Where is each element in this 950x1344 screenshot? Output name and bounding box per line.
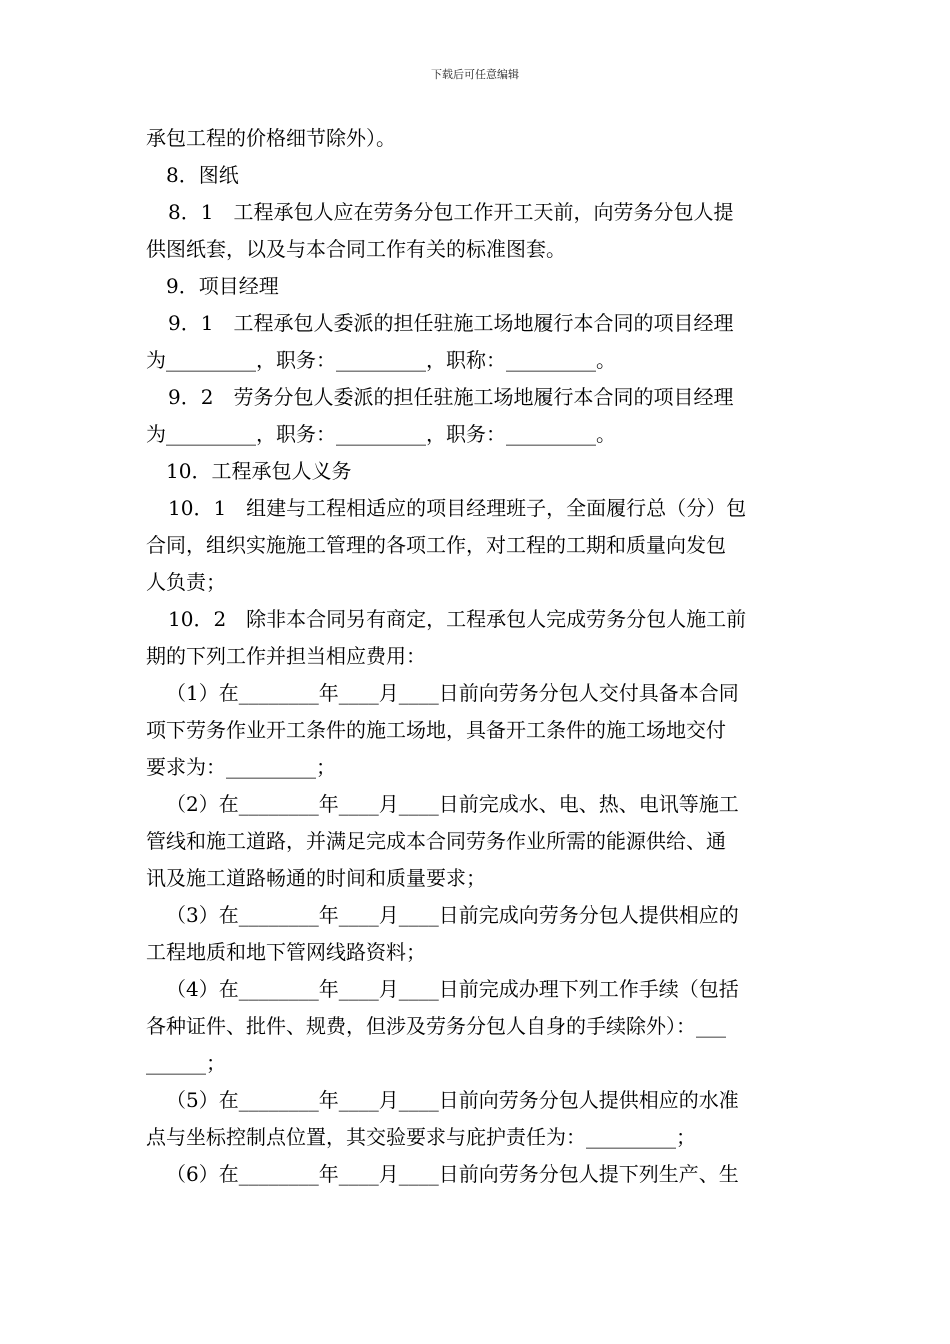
document-line: 9．2 劳务分包人委派的担任驻施工场地履行本合同的项目经理 xyxy=(168,385,734,409)
document-line: 人负责； xyxy=(146,570,226,594)
document-line: 期的下列工作并担当相应费用： xyxy=(146,644,426,668)
document-body xyxy=(146,120,810,1193)
document-line: （6）在________年____月____日前向劳务分包人提下列生产、生 xyxy=(166,1162,739,1186)
document-line: 讯及施工道路畅通的时间和质量要求； xyxy=(146,866,486,890)
document-line: （5）在________年____月____日前向劳务分包人提供相应的水准 xyxy=(166,1088,739,1112)
document-line: 8．图纸 xyxy=(166,163,239,187)
document-line: 供图纸套，以及与本合同工作有关的标准图套。 xyxy=(146,237,566,261)
document-line: 点与坐标控制点位置，其交验要求与庇护责任为：_________； xyxy=(146,1125,696,1149)
document-line: 9．1 工程承包人委派的担任驻施工场地履行本合同的项目经理 xyxy=(168,311,734,335)
document-line: （4）在________年____月____日前完成办理下列工作手续（包括 xyxy=(166,977,739,1001)
document-line: 项下劳务作业开工条件的施工场地，具备开工条件的施工场地交付 xyxy=(146,718,726,742)
document-line: 为_________，职务：_________，职称：_________。 xyxy=(146,348,616,372)
document-line: （3）在________年____月____日前完成向劳务分包人提供相应的 xyxy=(166,903,739,927)
document-line: 合同，组织实施施工管理的各项工作，对工程的工期和质量向发包 xyxy=(146,533,726,557)
page-header: 下载后可任意编辑 xyxy=(431,68,519,81)
document-line: 要求为：_________； xyxy=(146,755,336,779)
document-line: 为_________，职务：_________，职务：_________。 xyxy=(146,422,616,446)
document-line: ______； xyxy=(146,1051,226,1075)
document-line: （2）在________年____月____日前完成水、电、热、电讯等施工 xyxy=(166,792,739,816)
document-line: 管线和施工道路，并满足完成本合同劳务作业所需的能源供给、通 xyxy=(146,829,726,853)
document-line: 9．项目经理 xyxy=(166,274,279,298)
document-line: 10．2 除非本合同另有商定，工程承包人完成劳务分包人施工前 xyxy=(168,607,747,631)
document-line: （1）在________年____月____日前向劳务分包人交付具备本合同 xyxy=(166,681,739,705)
document-line: 10．1 组建与工程相适应的项目经理班子，全面履行总（分）包 xyxy=(168,496,747,520)
document-line: 8．1 工程承包人应在劳务分包工作开工天前，向劳务分包人提 xyxy=(168,200,734,224)
document-line: 承包工程的价格细节除外）。 xyxy=(146,126,396,150)
document-line: 工程地质和地下管网线路资料； xyxy=(146,940,426,964)
document-line: 10．工程承包人义务 xyxy=(166,459,352,483)
document-line: 各种证件、批件、规费，但涉及劳务分包人自身的手续除外）：___ xyxy=(146,1014,726,1038)
